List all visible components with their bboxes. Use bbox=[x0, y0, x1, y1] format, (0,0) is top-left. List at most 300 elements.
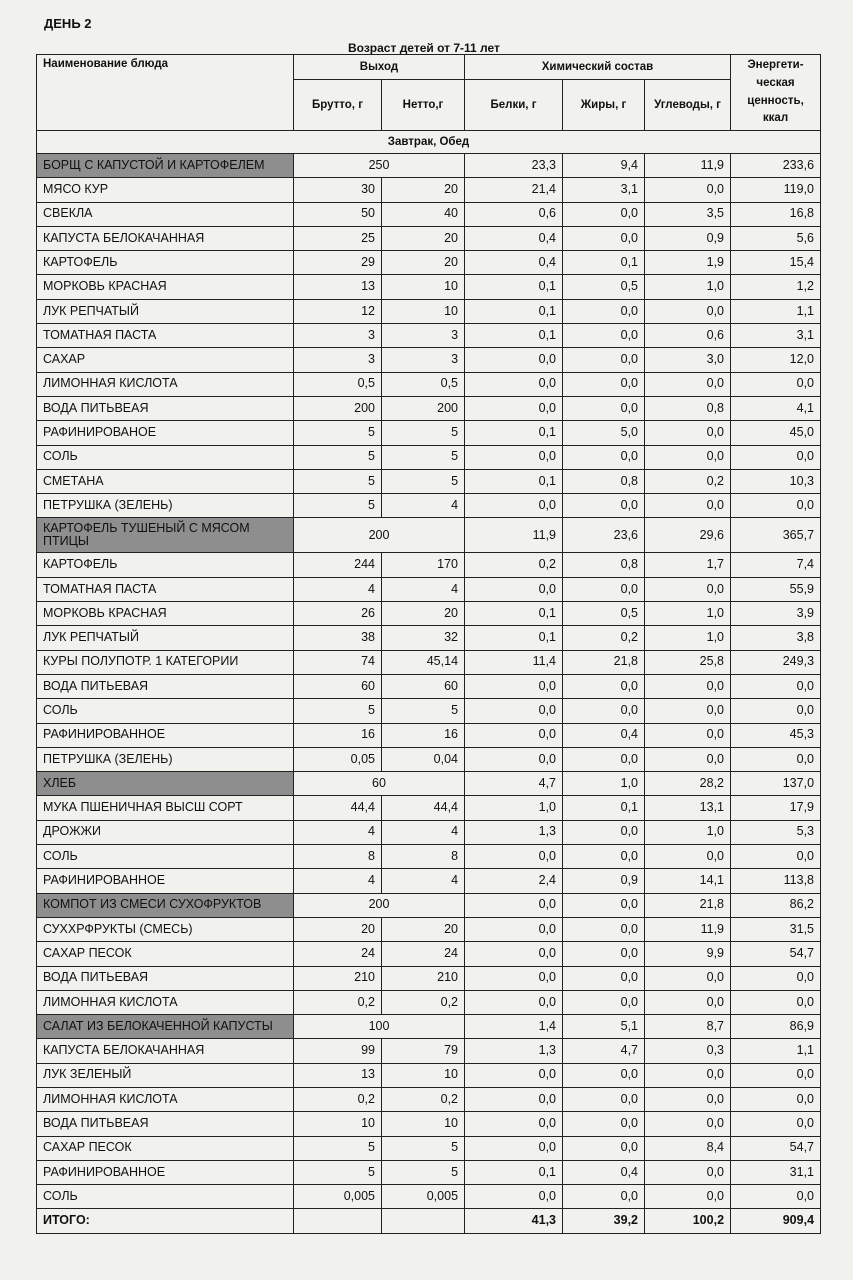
kcal-value: 5,3 bbox=[731, 820, 821, 844]
carbs-value: 0,0 bbox=[645, 299, 731, 323]
net-value: 210 bbox=[382, 966, 465, 990]
kcal-value: 54,7 bbox=[731, 942, 821, 966]
net-value: 0,005 bbox=[382, 1185, 465, 1209]
fat-value: 0,0 bbox=[563, 942, 645, 966]
protein-value: 0,0 bbox=[465, 348, 563, 372]
kcal-value: 0,0 bbox=[731, 990, 821, 1014]
ingredient-name: РАФИНИРОВАННОЕ bbox=[37, 1160, 294, 1184]
net-value: 3 bbox=[382, 324, 465, 348]
ingredient-row bbox=[37, 553, 821, 577]
carbs-value: 0,0 bbox=[645, 674, 731, 698]
protein-value: 1,4 bbox=[465, 1015, 563, 1039]
ingredient-name: КАПУСТА БЕЛОКАЧАННАЯ bbox=[37, 1039, 294, 1063]
ingredient-name: КАРТОФЕЛЬ bbox=[37, 251, 294, 275]
fat-value: 0,0 bbox=[563, 699, 645, 723]
ingredient-name: МОРКОВЬ КРАСНАЯ bbox=[37, 602, 294, 626]
protein-value: 0,0 bbox=[465, 747, 563, 771]
header-name: Наименование блюда bbox=[37, 55, 294, 131]
kcal-value: 31,5 bbox=[731, 917, 821, 941]
age-title: Возраст детей от 7-11 лет bbox=[348, 41, 500, 55]
kcal-value: 55,9 bbox=[731, 577, 821, 601]
fat-value: 23,6 bbox=[563, 518, 645, 553]
ingredient-row bbox=[37, 747, 821, 771]
net-value: 16 bbox=[382, 723, 465, 747]
ingredient-row bbox=[37, 1185, 821, 1209]
header-output: Выход bbox=[294, 55, 465, 80]
protein-value: 0,4 bbox=[465, 226, 563, 250]
carbs-value: 0,0 bbox=[645, 723, 731, 747]
gross-value: 5 bbox=[294, 494, 382, 518]
gross-value: 3 bbox=[294, 348, 382, 372]
total-net-empty bbox=[382, 1209, 465, 1233]
gross-value: 244 bbox=[294, 553, 382, 577]
net-value: 8 bbox=[382, 845, 465, 869]
carbs-value: 0,8 bbox=[645, 396, 731, 420]
protein-value: 0,0 bbox=[465, 845, 563, 869]
carbs-value: 0,0 bbox=[645, 494, 731, 518]
carbs-value: 0,0 bbox=[645, 372, 731, 396]
kcal-value: 45,0 bbox=[731, 421, 821, 445]
net-value: 170 bbox=[382, 553, 465, 577]
gross-value: 0,2 bbox=[294, 990, 382, 1014]
fat-value: 0,0 bbox=[563, 372, 645, 396]
fat-value: 0,8 bbox=[563, 553, 645, 577]
net-value: 5 bbox=[382, 421, 465, 445]
dish-output: 250 bbox=[294, 154, 465, 178]
fat-value: 0,0 bbox=[563, 674, 645, 698]
fat-value: 3,1 bbox=[563, 178, 645, 202]
kcal-value: 0,0 bbox=[731, 674, 821, 698]
fat-value: 0,4 bbox=[563, 723, 645, 747]
dish-output: 200 bbox=[294, 893, 465, 917]
net-value: 10 bbox=[382, 299, 465, 323]
protein-value: 0,0 bbox=[465, 917, 563, 941]
protein-value: 0,0 bbox=[465, 966, 563, 990]
protein-value: 0,1 bbox=[465, 602, 563, 626]
fat-value: 0,0 bbox=[563, 1136, 645, 1160]
carbs-value: 14,1 bbox=[645, 869, 731, 893]
ingredient-row bbox=[37, 577, 821, 601]
ingredient-name: СУХХРФРУКТЫ (СМЕСЬ) bbox=[37, 917, 294, 941]
ingredient-row bbox=[37, 1160, 821, 1184]
ingredient-row bbox=[37, 990, 821, 1014]
ingredient-row bbox=[37, 869, 821, 893]
carbs-value: 0,0 bbox=[645, 421, 731, 445]
kcal-value: 3,8 bbox=[731, 626, 821, 650]
net-value: 0,04 bbox=[382, 747, 465, 771]
fat-value: 9,4 bbox=[563, 154, 645, 178]
gross-value: 0,2 bbox=[294, 1087, 382, 1111]
carbs-value: 0,0 bbox=[645, 990, 731, 1014]
carbs-value: 8,4 bbox=[645, 1136, 731, 1160]
ingredient-row bbox=[37, 445, 821, 469]
fat-value: 0,5 bbox=[563, 275, 645, 299]
kcal-value: 0,0 bbox=[731, 1063, 821, 1087]
net-value: 79 bbox=[382, 1039, 465, 1063]
ingredient-name: КАПУСТА БЕЛОКАЧАННАЯ bbox=[37, 226, 294, 250]
carbs-value: 0,2 bbox=[645, 469, 731, 493]
fat-value: 0,0 bbox=[563, 348, 645, 372]
protein-value: 0,0 bbox=[465, 1112, 563, 1136]
ingredient-name: ПЕТРУШКА (ЗЕЛЕНЬ) bbox=[37, 747, 294, 771]
dish-name: ХЛЕБ bbox=[37, 772, 294, 796]
gross-value: 25 bbox=[294, 226, 382, 250]
fat-value: 0,0 bbox=[563, 1112, 645, 1136]
carbs-value: 0,0 bbox=[645, 1185, 731, 1209]
protein-value: 0,0 bbox=[465, 396, 563, 420]
ingredient-name: ЛУК ЗЕЛЕНЫЙ bbox=[37, 1063, 294, 1087]
net-value: 20 bbox=[382, 917, 465, 941]
total-protein: 41,3 bbox=[465, 1209, 563, 1233]
protein-value: 1,3 bbox=[465, 1039, 563, 1063]
ingredient-row bbox=[37, 348, 821, 372]
kcal-value: 0,0 bbox=[731, 445, 821, 469]
fat-value: 0,0 bbox=[563, 917, 645, 941]
gross-value: 8 bbox=[294, 845, 382, 869]
dish-row bbox=[37, 893, 821, 917]
protein-value: 0,2 bbox=[465, 553, 563, 577]
gross-value: 5 bbox=[294, 1136, 382, 1160]
fat-value: 0,2 bbox=[563, 626, 645, 650]
net-value: 200 bbox=[382, 396, 465, 420]
ingredient-name: СОЛЬ bbox=[37, 699, 294, 723]
ingredient-name: ВОДА ПИТЬЕВАЯ bbox=[37, 966, 294, 990]
gross-value: 0,5 bbox=[294, 372, 382, 396]
dish-output: 200 bbox=[294, 518, 465, 553]
net-value: 10 bbox=[382, 275, 465, 299]
header-fat: Жиры, г bbox=[563, 80, 645, 131]
gross-value: 5 bbox=[294, 1160, 382, 1184]
gross-value: 5 bbox=[294, 445, 382, 469]
dish-name: КОМПОТ ИЗ СМЕСИ СУХОФРУКТОВ bbox=[37, 893, 294, 917]
carbs-value: 0,0 bbox=[645, 966, 731, 990]
protein-value: 23,3 bbox=[465, 154, 563, 178]
net-value: 0,5 bbox=[382, 372, 465, 396]
carbs-value: 3,0 bbox=[645, 348, 731, 372]
net-value: 60 bbox=[382, 674, 465, 698]
kcal-value: 1,2 bbox=[731, 275, 821, 299]
kcal-value: 249,3 bbox=[731, 650, 821, 674]
ingredient-name: МЯСО КУР bbox=[37, 178, 294, 202]
ingredient-name: ДРОЖЖИ bbox=[37, 820, 294, 844]
kcal-value: 86,9 bbox=[731, 1015, 821, 1039]
protein-value: 0,0 bbox=[465, 1063, 563, 1087]
ingredient-row bbox=[37, 966, 821, 990]
net-value: 5 bbox=[382, 1136, 465, 1160]
section-label: Завтрак, Обед bbox=[37, 131, 821, 154]
header-gross: Брутто, г bbox=[294, 80, 382, 131]
fat-value: 0,0 bbox=[563, 202, 645, 226]
ingredient-row bbox=[37, 178, 821, 202]
fat-value: 0,0 bbox=[563, 324, 645, 348]
carbs-value: 0,0 bbox=[645, 1063, 731, 1087]
gross-value: 13 bbox=[294, 275, 382, 299]
ingredient-name: ВОДА ПИТЬВЕАЯ bbox=[37, 1112, 294, 1136]
dish-name: БОРЩ С КАПУСТОЙ И КАРТОФЕЛЕМ bbox=[37, 154, 294, 178]
net-value: 32 bbox=[382, 626, 465, 650]
fat-value: 0,4 bbox=[563, 1160, 645, 1184]
header-chemical: Химический состав bbox=[465, 55, 731, 80]
kcal-value: 45,3 bbox=[731, 723, 821, 747]
net-value: 5 bbox=[382, 699, 465, 723]
kcal-value: 1,1 bbox=[731, 1039, 821, 1063]
net-value: 44,4 bbox=[382, 796, 465, 820]
dish-output: 100 bbox=[294, 1015, 465, 1039]
ingredient-row bbox=[37, 650, 821, 674]
kcal-value: 233,6 bbox=[731, 154, 821, 178]
net-value: 0,2 bbox=[382, 990, 465, 1014]
kcal-value: 86,2 bbox=[731, 893, 821, 917]
fat-value: 0,0 bbox=[563, 445, 645, 469]
kcal-value: 119,0 bbox=[731, 178, 821, 202]
total-carbs: 100,2 bbox=[645, 1209, 731, 1233]
kcal-value: 5,6 bbox=[731, 226, 821, 250]
gross-value: 38 bbox=[294, 626, 382, 650]
gross-value: 20 bbox=[294, 917, 382, 941]
ingredient-row bbox=[37, 845, 821, 869]
carbs-value: 0,0 bbox=[645, 845, 731, 869]
ingredient-name: ЛУК РЕПЧАТЫЙ bbox=[37, 299, 294, 323]
gross-value: 24 bbox=[294, 942, 382, 966]
protein-value: 1,3 bbox=[465, 820, 563, 844]
protein-value: 0,0 bbox=[465, 445, 563, 469]
protein-value: 0,0 bbox=[465, 1185, 563, 1209]
header-net: Нетто,г bbox=[382, 80, 465, 131]
ingredient-name: РАФИНИРОВАНОЕ bbox=[37, 421, 294, 445]
kcal-value: 17,9 bbox=[731, 796, 821, 820]
protein-value: 0,0 bbox=[465, 577, 563, 601]
gross-value: 4 bbox=[294, 577, 382, 601]
fat-value: 5,0 bbox=[563, 421, 645, 445]
protein-value: 0,1 bbox=[465, 1160, 563, 1184]
gross-value: 30 bbox=[294, 178, 382, 202]
fat-value: 0,0 bbox=[563, 396, 645, 420]
ingredient-row bbox=[37, 1112, 821, 1136]
protein-value: 2,4 bbox=[465, 869, 563, 893]
header-protein: Белки, г bbox=[465, 80, 563, 131]
ingredient-name: ЛИМОННАЯ КИСЛОТА bbox=[37, 990, 294, 1014]
net-value: 20 bbox=[382, 178, 465, 202]
ingredient-row bbox=[37, 396, 821, 420]
carbs-value: 0,0 bbox=[645, 1087, 731, 1111]
fat-value: 0,1 bbox=[563, 796, 645, 820]
gross-value: 4 bbox=[294, 869, 382, 893]
carbs-value: 0,0 bbox=[645, 577, 731, 601]
protein-value: 0,1 bbox=[465, 275, 563, 299]
kcal-value: 1,1 bbox=[731, 299, 821, 323]
protein-value: 0,0 bbox=[465, 674, 563, 698]
kcal-value: 0,0 bbox=[731, 494, 821, 518]
net-value: 24 bbox=[382, 942, 465, 966]
protein-value: 0,0 bbox=[465, 1136, 563, 1160]
net-value: 20 bbox=[382, 251, 465, 275]
fat-value: 21,8 bbox=[563, 650, 645, 674]
fat-value: 0,0 bbox=[563, 990, 645, 1014]
gross-value: 26 bbox=[294, 602, 382, 626]
carbs-value: 1,0 bbox=[645, 275, 731, 299]
protein-value: 0,1 bbox=[465, 626, 563, 650]
ingredient-name: РАФИНИРОВАННОЕ bbox=[37, 869, 294, 893]
kcal-value: 0,0 bbox=[731, 966, 821, 990]
protein-value: 0,0 bbox=[465, 893, 563, 917]
kcal-value: 16,8 bbox=[731, 202, 821, 226]
carbs-value: 3,5 bbox=[645, 202, 731, 226]
ingredient-row bbox=[37, 626, 821, 650]
protein-value: 0,0 bbox=[465, 494, 563, 518]
kcal-value: 0,0 bbox=[731, 372, 821, 396]
ingredient-name: САХАР bbox=[37, 348, 294, 372]
kcal-value: 3,9 bbox=[731, 602, 821, 626]
ingredient-row bbox=[37, 421, 821, 445]
kcal-value: 0,0 bbox=[731, 1087, 821, 1111]
ingredient-row bbox=[37, 1039, 821, 1063]
gross-value: 29 bbox=[294, 251, 382, 275]
kcal-value: 365,7 bbox=[731, 518, 821, 553]
ingredient-row bbox=[37, 202, 821, 226]
fat-value: 0,0 bbox=[563, 226, 645, 250]
gross-value: 210 bbox=[294, 966, 382, 990]
ingredient-row bbox=[37, 469, 821, 493]
ingredient-name: СВЕКЛА bbox=[37, 202, 294, 226]
carbs-value: 8,7 bbox=[645, 1015, 731, 1039]
gross-value: 74 bbox=[294, 650, 382, 674]
carbs-value: 0,3 bbox=[645, 1039, 731, 1063]
total-row bbox=[37, 1209, 821, 1233]
kcal-value: 0,0 bbox=[731, 747, 821, 771]
carbs-value: 25,8 bbox=[645, 650, 731, 674]
fat-value: 0,0 bbox=[563, 1087, 645, 1111]
gross-value: 10 bbox=[294, 1112, 382, 1136]
ingredient-name: СОЛЬ bbox=[37, 445, 294, 469]
carbs-value: 0,9 bbox=[645, 226, 731, 250]
dish-row bbox=[37, 154, 821, 178]
protein-value: 0,0 bbox=[465, 1087, 563, 1111]
net-value: 10 bbox=[382, 1112, 465, 1136]
carbs-value: 0,0 bbox=[645, 699, 731, 723]
carbs-value: 13,1 bbox=[645, 796, 731, 820]
net-value: 4 bbox=[382, 869, 465, 893]
fat-value: 0,0 bbox=[563, 1185, 645, 1209]
kcal-value: 0,0 bbox=[731, 845, 821, 869]
kcal-value: 113,8 bbox=[731, 869, 821, 893]
dish-row bbox=[37, 518, 821, 553]
fat-value: 5,1 bbox=[563, 1015, 645, 1039]
net-value: 45,14 bbox=[382, 650, 465, 674]
ingredient-name: ПЕТРУШКА (ЗЕЛЕНЬ) bbox=[37, 494, 294, 518]
fat-value: 0,1 bbox=[563, 251, 645, 275]
gross-value: 5 bbox=[294, 421, 382, 445]
total-gross-empty bbox=[294, 1209, 382, 1233]
net-value: 40 bbox=[382, 202, 465, 226]
fat-value: 0,0 bbox=[563, 1063, 645, 1087]
carbs-value: 0,0 bbox=[645, 1112, 731, 1136]
ingredient-name: РАФИНИРОВАННОЕ bbox=[37, 723, 294, 747]
dish-name: КАРТОФЕЛЬ ТУШЕНЫЙ С МЯСОМ ПТИЦЫ bbox=[37, 518, 294, 553]
gross-value: 99 bbox=[294, 1039, 382, 1063]
total-kcal: 909,4 bbox=[731, 1209, 821, 1233]
carbs-value: 0,6 bbox=[645, 324, 731, 348]
fat-value: 0,5 bbox=[563, 602, 645, 626]
net-value: 4 bbox=[382, 820, 465, 844]
kcal-value: 7,4 bbox=[731, 553, 821, 577]
ingredient-name: СМЕТАНА bbox=[37, 469, 294, 493]
total-fat: 39,2 bbox=[563, 1209, 645, 1233]
fat-value: 1,0 bbox=[563, 772, 645, 796]
fat-value: 0,0 bbox=[563, 577, 645, 601]
gross-value: 16 bbox=[294, 723, 382, 747]
protein-value: 0,6 bbox=[465, 202, 563, 226]
gross-value: 50 bbox=[294, 202, 382, 226]
protein-value: 0,1 bbox=[465, 469, 563, 493]
protein-value: 21,4 bbox=[465, 178, 563, 202]
dish-output: 60 bbox=[294, 772, 465, 796]
protein-value: 0,0 bbox=[465, 699, 563, 723]
carbs-value: 0,0 bbox=[645, 178, 731, 202]
total-label: ИТОГО: bbox=[37, 1209, 294, 1233]
kcal-value: 31,1 bbox=[731, 1160, 821, 1184]
carbs-value: 28,2 bbox=[645, 772, 731, 796]
fat-value: 0,9 bbox=[563, 869, 645, 893]
fat-value: 0,0 bbox=[563, 845, 645, 869]
ingredient-name: СОЛЬ bbox=[37, 1185, 294, 1209]
gross-value: 5 bbox=[294, 699, 382, 723]
kcal-value: 0,0 bbox=[731, 1112, 821, 1136]
kcal-value: 0,0 bbox=[731, 1185, 821, 1209]
protein-value: 0,1 bbox=[465, 299, 563, 323]
fat-value: 0,0 bbox=[563, 966, 645, 990]
ingredient-row bbox=[37, 796, 821, 820]
ingredient-name: ВОДА ПИТЬЕВАЯ bbox=[37, 674, 294, 698]
ingredient-row bbox=[37, 820, 821, 844]
ingredient-row bbox=[37, 942, 821, 966]
ingredient-row bbox=[37, 372, 821, 396]
kcal-value: 0,0 bbox=[731, 699, 821, 723]
ingredient-row bbox=[37, 251, 821, 275]
ingredient-row bbox=[37, 275, 821, 299]
ingredient-name: ТОМАТНАЯ ПАСТА bbox=[37, 324, 294, 348]
fat-value: 0,0 bbox=[563, 494, 645, 518]
net-value: 4 bbox=[382, 577, 465, 601]
carbs-value: 1,0 bbox=[645, 626, 731, 650]
fat-value: 0,0 bbox=[563, 299, 645, 323]
gross-value: 200 bbox=[294, 396, 382, 420]
gross-value: 4 bbox=[294, 820, 382, 844]
gross-value: 13 bbox=[294, 1063, 382, 1087]
ingredient-name: ЛИМОННАЯ КИСЛОТА bbox=[37, 372, 294, 396]
net-value: 20 bbox=[382, 226, 465, 250]
ingredient-name: САХАР ПЕСОК bbox=[37, 942, 294, 966]
ingredient-row bbox=[37, 226, 821, 250]
net-value: 5 bbox=[382, 1160, 465, 1184]
carbs-value: 21,8 bbox=[645, 893, 731, 917]
protein-value: 11,9 bbox=[465, 518, 563, 553]
ingredient-row bbox=[37, 1087, 821, 1111]
ingredient-name: КАРТОФЕЛЬ bbox=[37, 553, 294, 577]
ingredient-row bbox=[37, 1063, 821, 1087]
ingredient-row bbox=[37, 699, 821, 723]
carbs-value: 29,6 bbox=[645, 518, 731, 553]
protein-value: 11,4 bbox=[465, 650, 563, 674]
gross-value: 60 bbox=[294, 674, 382, 698]
ingredient-name: ТОМАТНАЯ ПАСТА bbox=[37, 577, 294, 601]
protein-value: 4,7 bbox=[465, 772, 563, 796]
carbs-value: 11,9 bbox=[645, 917, 731, 941]
ingredient-name: МУКА ПШЕНИЧНАЯ ВЫСШ СОРТ bbox=[37, 796, 294, 820]
ingredient-name: СОЛЬ bbox=[37, 845, 294, 869]
carbs-value: 9,9 bbox=[645, 942, 731, 966]
dish-row bbox=[37, 772, 821, 796]
ingredient-name: КУРЫ ПОЛУПОТР. 1 КАТЕГОРИИ bbox=[37, 650, 294, 674]
